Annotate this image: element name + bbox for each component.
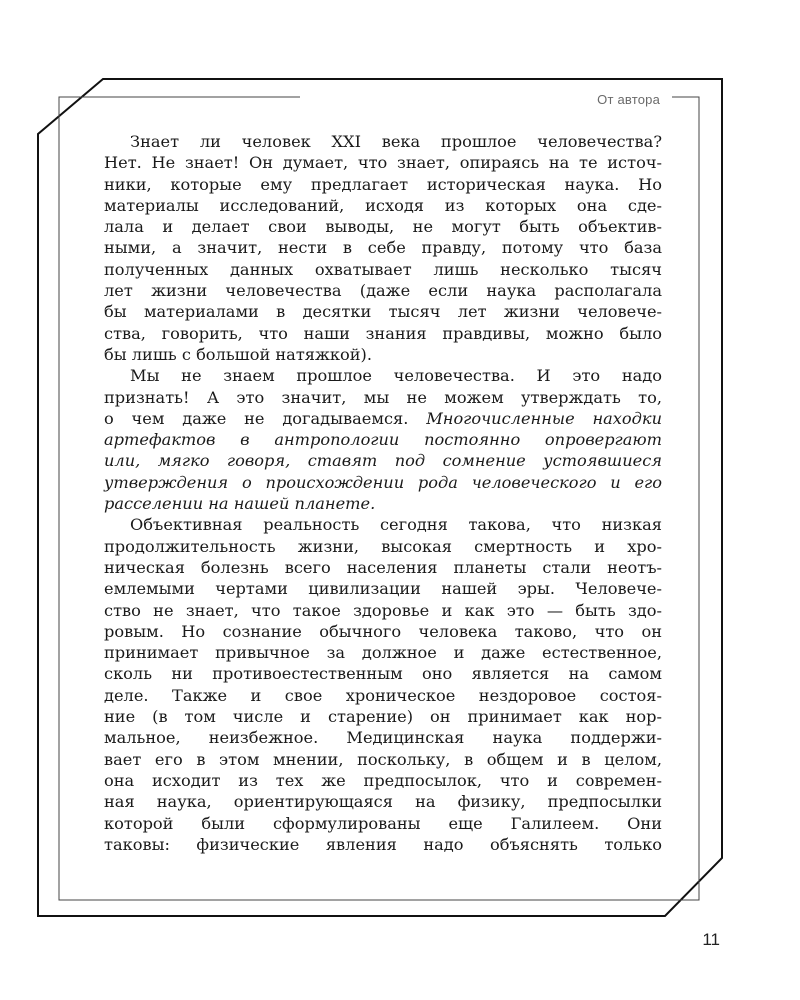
text-run: она исходит из тех же предпосылок, что и современ- bbox=[104, 770, 662, 790]
text-line bbox=[104, 280, 662, 301]
text-line bbox=[104, 237, 662, 258]
text-run: ние (в том числе и старение) он принимает как нор- bbox=[104, 707, 662, 727]
text-line bbox=[104, 791, 662, 812]
text-run: емлемыми чертами цивилизации нашей эры. Человече- bbox=[104, 579, 662, 599]
text-run: признать! А это значит, мы не можем утверждать то, bbox=[104, 387, 662, 407]
text-run: лала и делает свои выводы, не могут быть объектив- bbox=[104, 217, 662, 237]
text-line bbox=[104, 301, 662, 322]
text-line bbox=[104, 536, 662, 557]
text-line bbox=[104, 259, 662, 280]
text-line bbox=[104, 706, 662, 727]
text-line bbox=[104, 685, 662, 706]
text-line bbox=[104, 557, 662, 578]
text-run: бы лишь с большой натяжкой). bbox=[104, 344, 372, 364]
text-line bbox=[104, 323, 662, 344]
text-line bbox=[104, 749, 662, 770]
text-run: ники, которые ему предлагает историческая наука. Но bbox=[104, 174, 662, 194]
text-line bbox=[104, 493, 662, 514]
italic-text-run: утверждения о происхождении рода человеческого и его bbox=[104, 472, 662, 492]
text-run: бы материалами в десятки тысяч лет жизни человече- bbox=[104, 302, 662, 322]
text-run: ная наука, ориентирующаяся на физику, предпосылки bbox=[104, 792, 662, 812]
text-run: ническая болезнь всего населения планеты стали неотъ- bbox=[104, 557, 662, 577]
italic-text-run: артефактов в антропологии постоянно опровергают bbox=[104, 430, 662, 450]
text-line bbox=[104, 387, 662, 408]
italic-text-run: или, мягко говоря, ставят под сомнение устоявшиеся bbox=[104, 451, 662, 471]
text-line bbox=[104, 152, 662, 173]
text-run: лет жизни человечества (даже если наука располагала bbox=[104, 281, 662, 301]
text-run: ровым. Но сознание обычного человека таково, что он bbox=[104, 621, 662, 641]
text-line bbox=[104, 663, 662, 684]
text-run: таковы: физические явления надо объяснять только bbox=[104, 834, 662, 854]
text-run: ства, говорить, что наши знания правдивы, можно было bbox=[104, 323, 662, 343]
text-line bbox=[104, 514, 662, 535]
body-text bbox=[104, 131, 662, 855]
text-run: ство не знает, что такое здоровье и как это — быть здо- bbox=[104, 600, 662, 620]
text-line bbox=[104, 813, 662, 834]
text-run: деле. Также и свое хроническое нездоровое состоя- bbox=[104, 685, 662, 705]
text-run: продолжительность жизни, высокая смертность и хро- bbox=[104, 536, 662, 556]
text-run: Нет. Не знает! Он думает, что знает, опираясь на те источ- bbox=[104, 153, 662, 173]
text-line bbox=[104, 472, 662, 493]
running-head: От автора bbox=[597, 92, 660, 107]
text-line bbox=[104, 429, 662, 450]
text-run: сколь ни противоестественным оно является на самом bbox=[104, 664, 662, 684]
text-line bbox=[104, 578, 662, 599]
text-run: Объективная реальность сегодня такова, что низкая bbox=[130, 515, 662, 535]
text-line bbox=[104, 621, 662, 642]
italic-text-run: расселении на нашей планете. bbox=[104, 494, 376, 514]
text-line bbox=[104, 174, 662, 195]
text-line bbox=[104, 344, 662, 365]
text-line bbox=[104, 365, 662, 386]
text-line bbox=[104, 408, 662, 429]
text-line bbox=[104, 131, 662, 152]
text-line bbox=[104, 642, 662, 663]
text-line bbox=[104, 727, 662, 748]
text-line bbox=[104, 834, 662, 855]
text-line bbox=[104, 770, 662, 791]
text-run: ными, а значит, нести в себе правду, потому что база bbox=[104, 238, 662, 258]
text-run: которой были сформулированы еще Галилеем. Они bbox=[104, 813, 662, 833]
text-run: мальное, неизбежное. Медицинская наука поддержи- bbox=[104, 728, 662, 748]
text-run: Знает ли человек XXI века прошлое человечества? bbox=[130, 132, 662, 151]
text-line bbox=[104, 600, 662, 621]
italic-text-run: Многочисленные находки bbox=[426, 408, 663, 428]
text-run: материалы исследований, исходя из которых она сде- bbox=[104, 195, 662, 215]
text-run: о чем даже не догадываемся. bbox=[104, 408, 427, 428]
text-run: полученных данных охватывает лишь несколько тысяч bbox=[104, 259, 662, 279]
text-line bbox=[104, 216, 662, 237]
page-number: 11 bbox=[702, 930, 720, 949]
text-line bbox=[104, 195, 662, 216]
text-run: Мы не знаем прошлое человечества. И это надо bbox=[130, 366, 662, 386]
text-line bbox=[104, 450, 662, 471]
text-run: вает его в этом мнении, поскольку, в общем и в целом, bbox=[104, 749, 662, 769]
text-run: принимает привычное за должное и даже естественное, bbox=[104, 643, 662, 663]
